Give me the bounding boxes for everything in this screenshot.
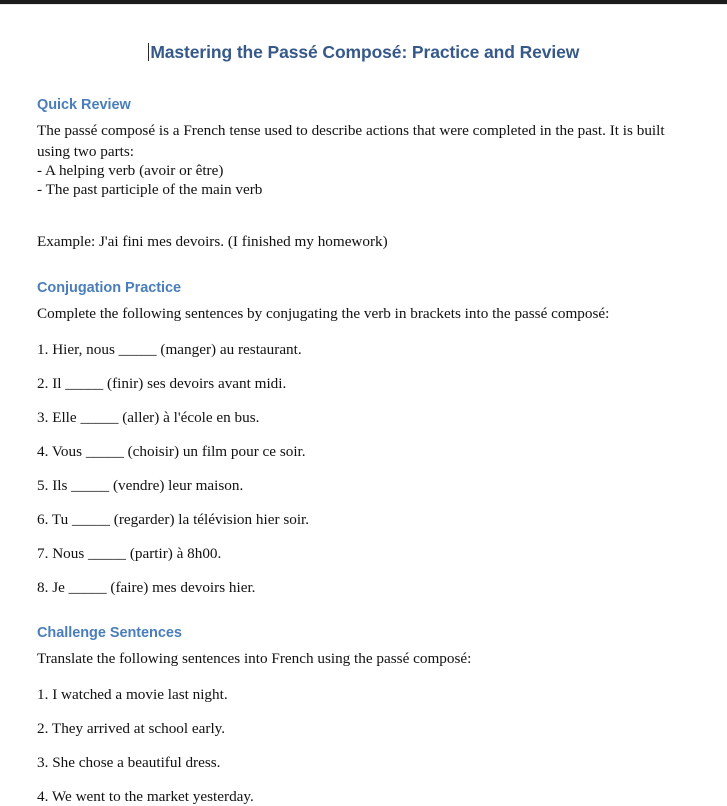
- list-item[interactable]: 5. Ils _____ (vendre) leur maison.: [37, 477, 244, 495]
- conjugation-practice-instructions: Complete the following sentences by conjugating the verb in brackets into the passé composé:: [37, 305, 610, 323]
- section-heading-conjugation-practice: Conjugation Practice: [37, 280, 182, 297]
- list-item[interactable]: 2. They arrived at school early.: [37, 720, 226, 738]
- section-heading-quick-review: Quick Review: [37, 97, 131, 114]
- challenge-sentences-instructions: Translate the following sentences into French using the passé composé:: [37, 650, 472, 668]
- document-body: [0, 5, 727, 806]
- list-item[interactable]: 2. Il _____ (finir) ses devoirs avant midi.: [37, 375, 287, 393]
- section-heading-challenge-sentences: Challenge Sentences: [37, 625, 182, 642]
- challenge-sentences-list: [37, 685, 690, 806]
- list-item[interactable]: 3. Elle _____ (aller) à l'école en bus.: [37, 409, 260, 427]
- list-item[interactable]: 7. Nous _____ (partir) à 8h00.: [37, 545, 222, 563]
- list-item[interactable]: 6. Tu _____ (regarder) la télévision hier soir.: [37, 511, 310, 529]
- list-item[interactable]: 8. Je _____ (faire) mes devoirs hier.: [37, 579, 256, 597]
- quick-review-bullet-1: - A helping verb (avoir or être): [37, 162, 224, 180]
- list-item[interactable]: 1. I watched a movie last night.: [37, 686, 228, 704]
- quick-review-bullet-2: - The past participle of the main verb: [37, 180, 263, 198]
- quick-review-example: Example: J'ai fini mes devoirs. (I finished my homework): [37, 233, 388, 251]
- document-title-row: [37, 29, 690, 74]
- list-item[interactable]: 3. She chose a beautiful dress.: [37, 754, 221, 772]
- page-title-text: Mastering the Passé Composé: Practice and Review: [150, 41, 580, 62]
- list-item[interactable]: 1. Hier, nous _____ (manger) au restaurant.: [37, 341, 302, 359]
- list-item[interactable]: 4. We went to the market yesterday.: [37, 788, 254, 806]
- page-title[interactable]: [148, 41, 580, 63]
- conjugation-practice-list: [37, 340, 690, 597]
- quick-review-paragraph: The passé composé is a French tense used to describe actions that were completed in the past. It is built using two parts:: [37, 122, 665, 161]
- list-item[interactable]: 4. Vous _____ (choisir) un film pour ce soir.: [37, 443, 306, 461]
